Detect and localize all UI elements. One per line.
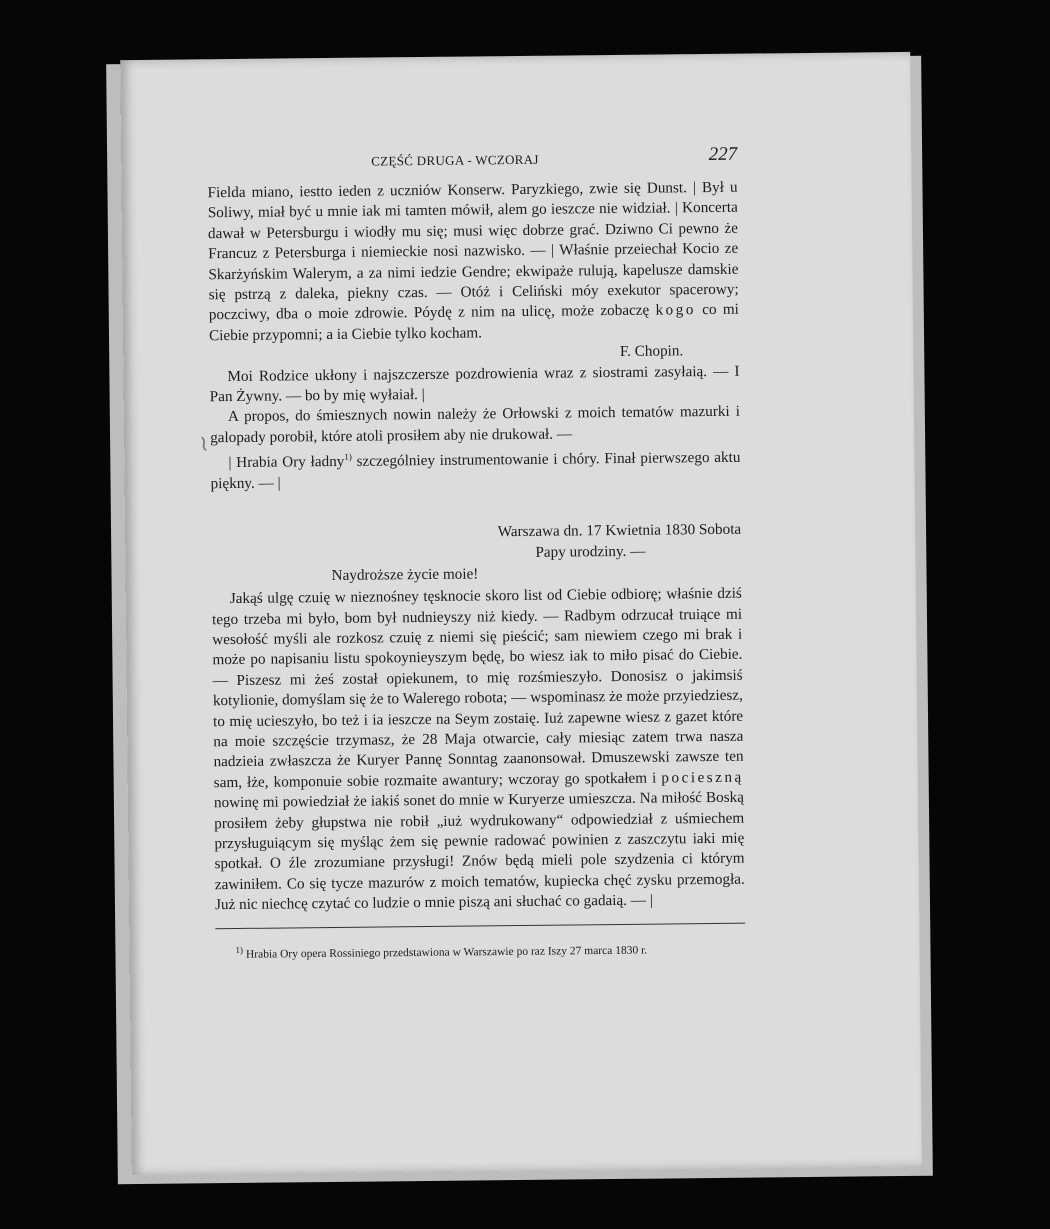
letter2-date: Warszawa dn. 17 Kwietnia 1830 Sobota bbox=[497, 520, 742, 541]
page-content bbox=[207, 143, 745, 961]
footnote-ref: 1) bbox=[344, 452, 352, 463]
section-title: CZĘŚĆ DRUGA - WCZORAJ bbox=[371, 151, 539, 169]
signature: F. Chopin. bbox=[619, 342, 684, 361]
footnote bbox=[215, 939, 745, 960]
letter-continuation bbox=[207, 178, 740, 495]
letter1-paragraph4-start: | Hrabia Ory ładny bbox=[228, 453, 345, 472]
letter2-date-note: Papy urodziny. — bbox=[535, 542, 646, 562]
letter1-paragraph4-end: szczególniey instrumentowanie i chóry. Finał pierwszego aktu piękny. — | bbox=[210, 449, 741, 492]
letter2-paragraph bbox=[212, 584, 745, 916]
letter1-paragraph3: A propos, do śmiesznych nowin należy że Orłowski z moich tematów mazurki i galopady porobił, które atoli prosiłem aby nie drukował. — bbox=[210, 403, 740, 447]
margin-pencil-mark: ~ bbox=[189, 432, 218, 456]
emphasis-pocieszna: pocieszną bbox=[661, 768, 744, 787]
letter1-paragraph1 bbox=[207, 178, 739, 347]
letter1-paragraph4 bbox=[210, 443, 740, 494]
letter1-paragraph2: Moi Rodzice ukłony i najszczersze pozdrowienia wraz z siostrami zasyłaią. — I Pan Żywny. — bo by mię wyłaiał. | bbox=[209, 362, 740, 406]
letter2-body-start: Jakąś ulgę czuię w nieznośney tęsknocie skoro list od Ciebie odbiorę; właśnie dziś tego trzeba mi było, bom był nudnieyszy niż kiedy. — Radbym odrzucał truiące mi wesołość myśli ale rozkosz czuię z niemi się pieścić; sam niewiem czego mi brak i może po napisaniu listu spokoynieyszym będę, bo wiesz iak to miło pisać do Ciebie. — Piszesz mi żeś został opiekunem, to mię rozśmieszyło. Donosisz o jakimsiś kotylionie, domyślam się że to Walerego robota; — wspominasz że może przyiedziesz, to mię ucieszyło, bo też i ia ieszcze na Seym zostaię. Iuż zapewne wiesz z gazet które na moie szczęście trzymasz, że 28 Maja otwarcie, cały miesiąc zatem trwa nasza nadzieia zwłaszcza że Kuryer Pannę Sonntag zaanonsował. Dmuszewski zawsze ten sam, łże, komponuie sobie rozmaite awantury; wczoray go spotkałem i bbox=[211, 584, 744, 792]
emphasis-kogo: kogo bbox=[655, 301, 696, 320]
letter2-dateline bbox=[211, 519, 741, 567]
footnote-text: Hrabia Ory opera Rossiniego przedstawiona w Warszawie po raz Iszy 27 marca 1830 r. bbox=[245, 944, 648, 961]
running-head bbox=[207, 143, 738, 182]
footnote-marker: 1) bbox=[235, 944, 244, 955]
page-number: 227 bbox=[708, 143, 738, 166]
letter2-body bbox=[212, 584, 745, 916]
letter2-salutation: Naydroższe życie moie! bbox=[331, 565, 479, 585]
book-page bbox=[120, 52, 922, 1175]
letter2-body-end: nowinę mi powiedział że iakiś sonet do mnie w Kuryerze umieszcza. Na miłość Boską prosiłem żeby głupstwa nie robił „iuż wydrukowany“ odpowiedział z uśmiechem przysługuiącym się myśląc żem się pewnie radować powinien z zaszczytu iaki mię spotkał. O źle zrozumiane przysługi! Znów będą mieli pole szydzenia ci którym zawiniłem. Co się tycze mazurów z moich tematów, kupiecka chęć zysku przemogła. Już nic niechcę czytać co ludzie o mnie piszą ani słuchać co gadaią. — | bbox=[213, 788, 745, 914]
letter1-paragraph1-end: co mi Ciebie przypomni; a ia Ciebie tylko kocham. bbox=[208, 301, 739, 345]
letter1-paragraph1-text: Fielda miano, iestto ieden z uczniów Konserw. Paryzkiego, zwie się Dunst. | Był u Soliwy, miał być u mnie iak mi tamten mówił, alem go ieszcze nie widział. | Koncerta dawał w Petersburgu i wiodły mu się; musi więc dobrze grać. Dziwno Ci pewno że Francuz z Petersburga i niemieckie nosi nazwisko. — | Właśnie przeiechał Kocio ze Skarżyńskim Walerym, a za nimi iedzie Gendre; ekwipaże rulują, kapelusze damskie się pstrzą z daleka, piekny czas. — Otóż i Celiński móy exekutor spacerowy; poczciwy, dba o moie zdrowie. Póydę z nim na ulicę, może zobaczę bbox=[207, 178, 739, 324]
footnote-rule bbox=[215, 922, 745, 929]
